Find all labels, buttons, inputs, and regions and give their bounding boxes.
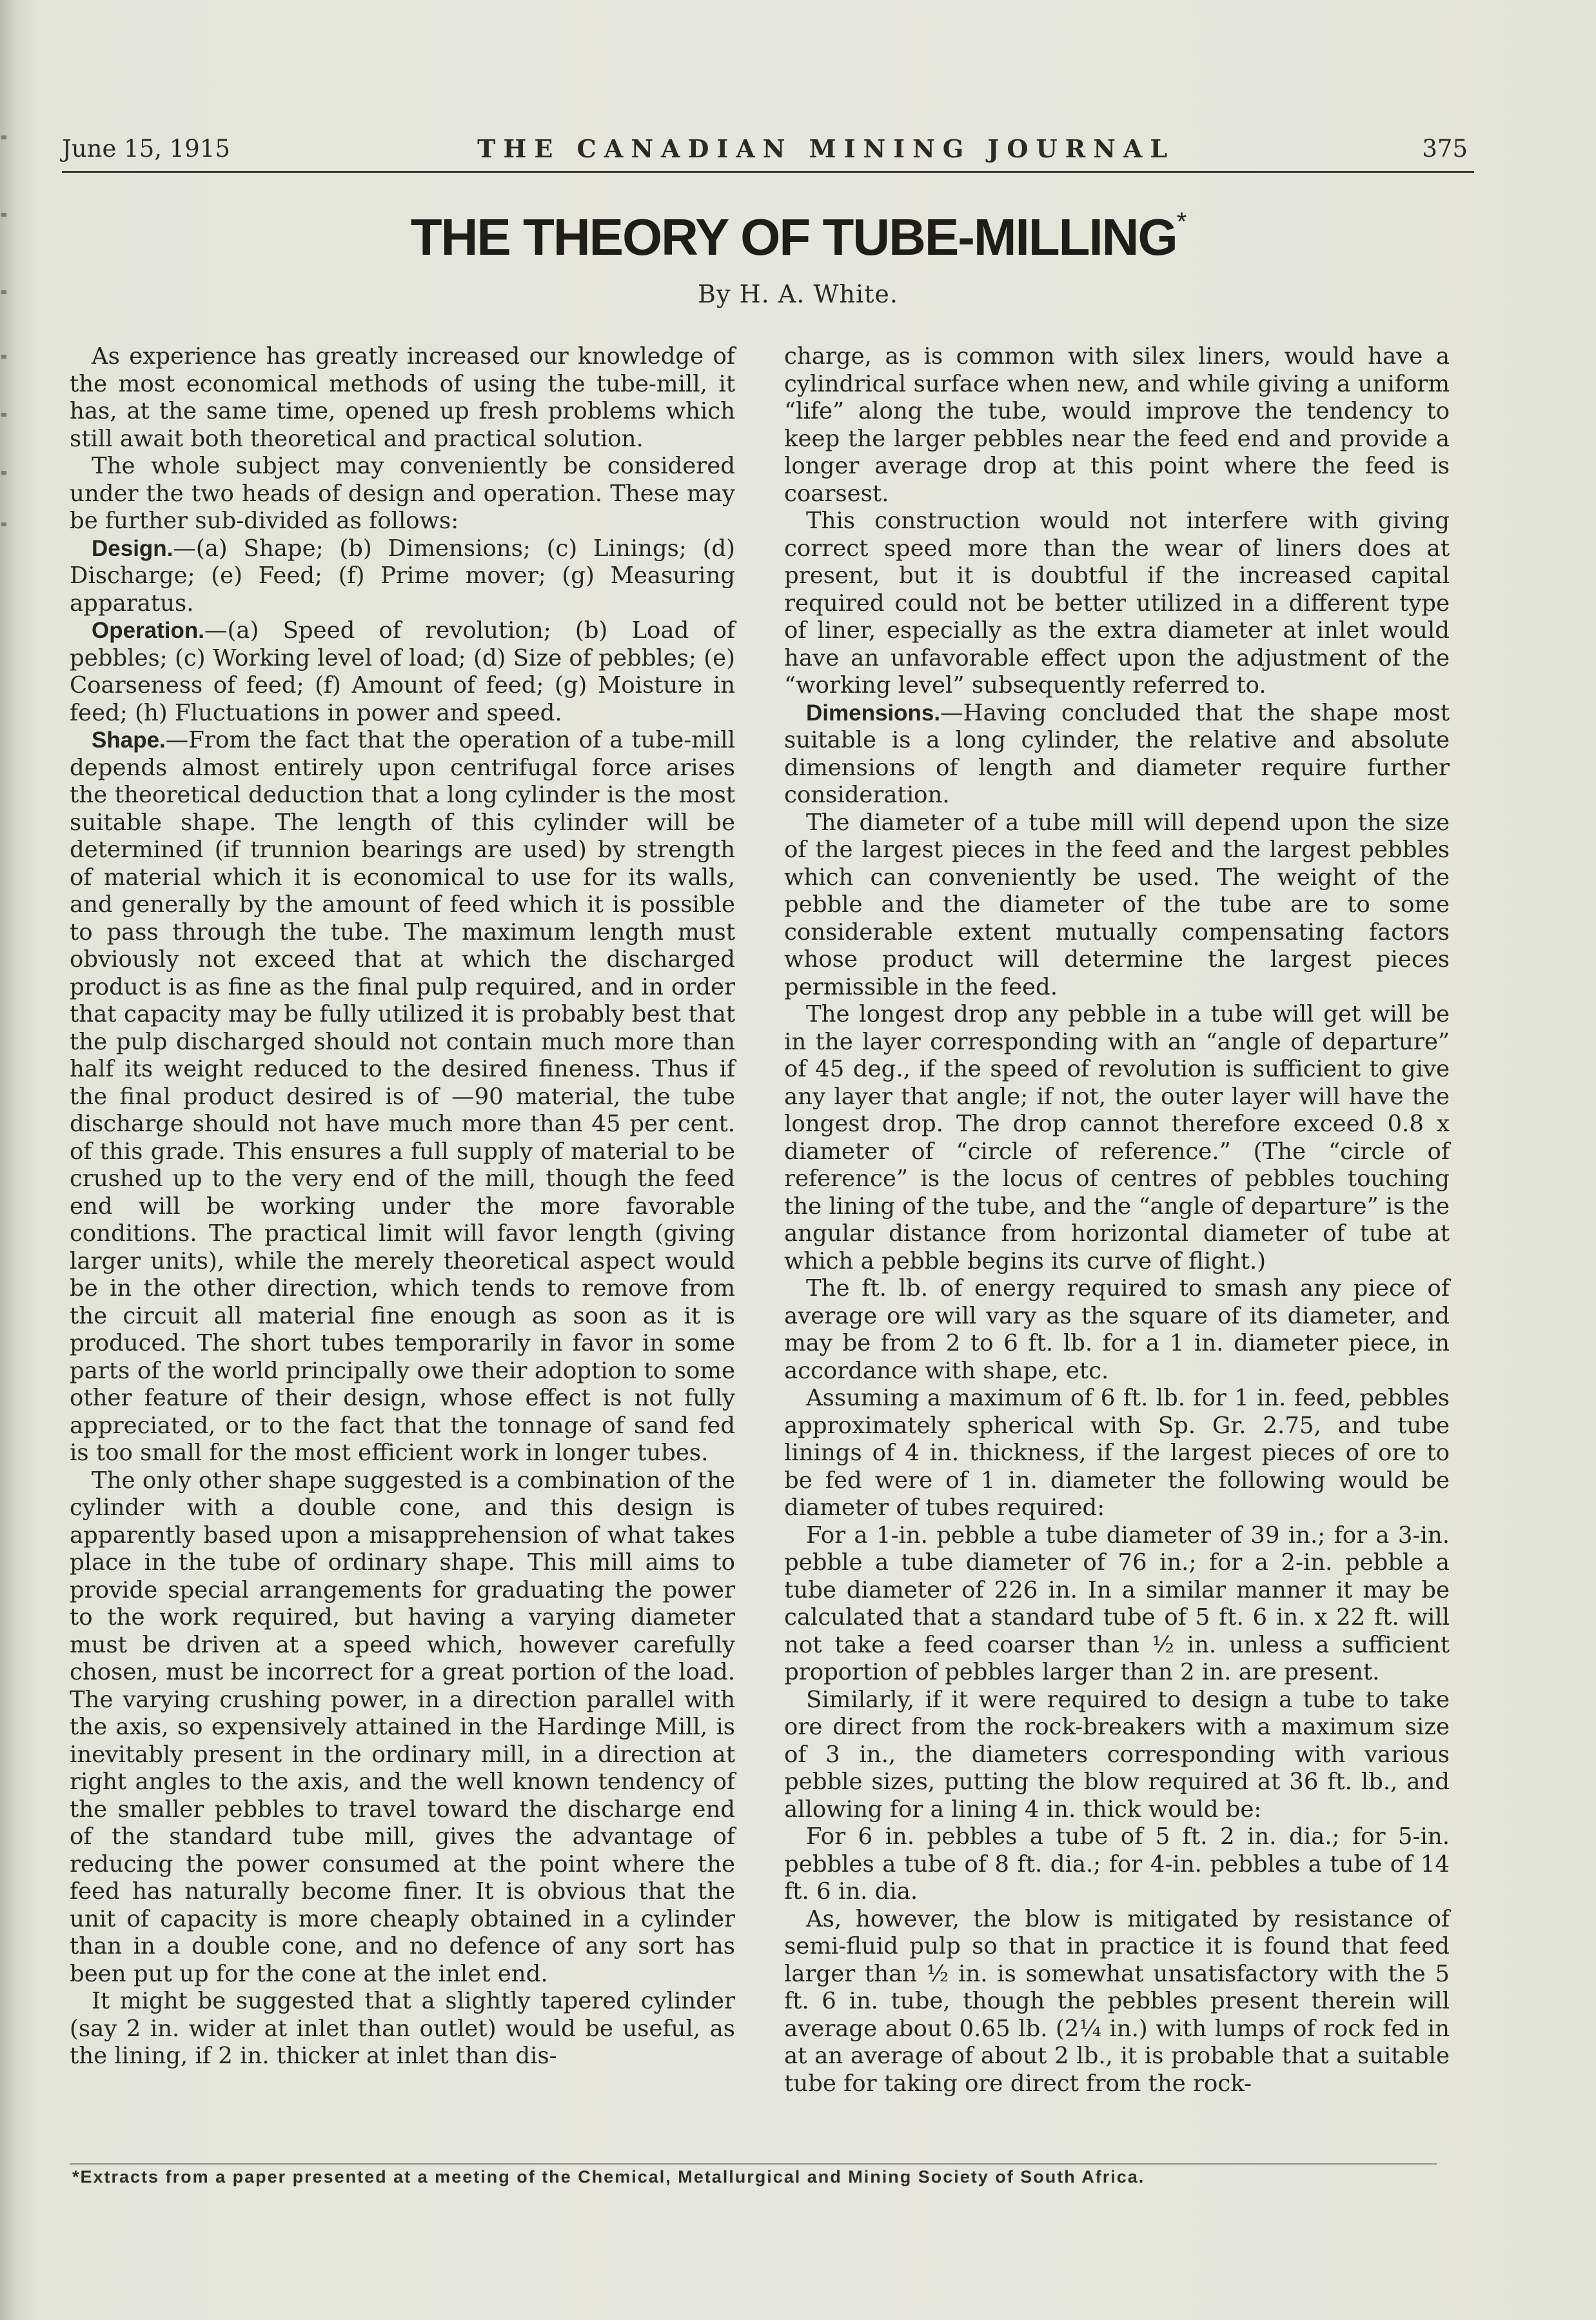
paragraph-dimensions: Dimensions.—Having concluded that the shape most suitable is a long cylinder, the relative and absolute dimensions of length and diameter require further consideration. [784,699,1450,808]
footnote-marker: * [1176,208,1186,236]
paragraph-diameter: The diameter of a tube mill will depend upon the size of the largest pieces in the feed and the largest pebbles which can conveniently be used. The weight of the pebble and the diameter of the tube are to some considerable extent mutually compensating factors whose product will determine the largest pieces permissible in the feed. [784,809,1450,1000]
paragraph-similarly: Similarly, if it were required to design a tube to take ore direct from the rock-breakers with a maximum size of 3 in., the diameters corresponding with various pebble sizes, putting the blow required at 36 ft. lb., and allowing for a lining 4 in. thick would be: [784,1686,1450,1823]
issue-date: June 15, 1915 [62,134,230,163]
paragraph-construction: This construction would not interfere with giving correct speed more than the wear of liners does at present, but it is doubtful if the increased capital required could not be better utilized in a different type of liner, especially as the extra diameter at inlet would have an unfavorable effect upon the adjustment of the “working level” subsequently referred to. [784,508,1450,699]
paragraph-shape: Shape.—From the fact that the operation of a tube-mill depends almost entirely upon centrifugal force arises the theoretical deduction that a long cylinder is the most suitable shape. The length of this cylinder will be determined (if trunnion bearings are used) by strength of material which it is economical to use for its walls, and generally by the amount of feed which it is possible to pass through the tube. The maximum length must obviously not exceed that at which the discharged product is as fine as the final pulp required, and in order that capacity may be fully utilized it is probably best that the pulp discharged should not contain much more than half its weight reduced to the desired fineness. Thus if the final product desired is of —90 material, the tube discharge should not have much more than 45 per cent. of this grade. This ensures a full supply of material to be crushed up to the very end of the mill, though the feed end will be working under the more favorable conditions. The practical limit will favor length (giving larger units), while the merely theoretical aspect would be in the other direction, which tends to remove from the circuit all material fine enough as soon as it is produced. The short tubes temporarily in favor in some parts of the world principally owe their adoption to some other feature of their design, whose effect is not fully appreciated, or to the fact that the tonnage of sand fed is too small for the most efficient work in longer tubes. [70,727,735,1466]
paragraph-assuming: Assuming a maximum of 6 ft. lb. for 1 in. feed, pebbles approximately spherical with Sp. Gr. 2.75, and tube linings of 4 in. thickness, if the largest pieces of ore to be fed were of 1 in. diameter the following would be diameter of tubes required: [784,1385,1450,1521]
paragraph-double-cone: The only other shape suggested is a combination of the cylinder with a double cone, and this design is apparently based upon a misapprehension of what takes place in the tube of ordinary shape. This mill aims to provide special arrangements for graduating the power to the work required, but having a varying diameter must be driven at a speed which, however carefully chosen, must be incorrect for a great portion of the load. The varying crushing power, in a direction parallel with the axis, so expensively attained in the Hardinge Mill, is inevitably present in the ordinary mill, in a direction at right angles to the axis, and the well known tendency of the smaller pebbles to travel toward the discharge end of the standard tube mill, gives the advantage of reducing the power consumed at the point where the feed has naturally become finer. It is obvious that the unit of capacity is more cheaply obtained in a cylinder than in a double cone, and no defence of any sort has been put up for the cone at the inlet end. [70,1467,735,1987]
paragraph-operation: Operation.—(a) Speed of revolution; (b) Load of pebbles; (c) Working level of load; (d) Size of pebbles; (e) Coarseness of feed; (f) Amount of feed; (g) Moisture in feed; (h) Fluctuations in power and speed. [70,617,735,726]
paragraph-large-pebbles: For 6 in. pebbles a tube of 5 ft. 2 in. dia.; for 5-in. pebbles a tube of 8 ft. dia.; for 4-in. pebbles a tube of 14 ft. 6 in. dia. [784,1823,1450,1905]
footnote: *Extracts from a paper presented at a meeting of the Chemical, Metallurgical and Mining Society of South Africa. [72,2167,1145,2186]
section-head-operation: Operation. [92,618,205,643]
section-head-shape: Shape. [92,728,166,753]
paragraph-design: Design.—(a) Shape; (b) Dimensions; (c) Linings; (d) Discharge; (e) Feed; (f) Prime mover; (g) Measuring apparatus. [70,535,735,617]
paragraph-subdivision: The whole subject may conveniently be considered under the two heads of design and operation. These may be further sub-divided as follows: [70,453,735,534]
paragraph-continued: charge, as is common with silex liners, would have a cylindrical surface when new, and while giving a uniform “life” along the tube, would improve the tendency to keep the larger pebbles near the feed end and provide a longer average drop at this point where the feed is coarsest. [784,343,1450,507]
journal-name: THE CANADIAN MINING JOURNAL [477,134,1176,163]
section-head-design: Design. [92,535,173,561]
left-column [70,343,735,2070]
paragraph-intro: As experience has greatly increased our knowledge of the most economical methods of using the tube-mill, it has, at the same time, opened up fresh problems which still await both theoretical and practical solution. [70,343,735,452]
paragraph-longest-drop: The longest drop any pebble in a tube will get will be in the layer corresponding with an “angle of departure” of 45 deg., if the speed of revolution is sufficient to give any layer that angle; if not, the outer layer will have the longest drop. The drop cannot therefore exceed 0.8 x diameter of “circle of reference.” (The “circle of reference” is the locus of centres of pebbles touching the lining of the tube, and the “angle of departure” is the angular distance from horizontal diameter of tube at which a pebble begins its curve of flight.) [784,1001,1450,1274]
running-header [62,129,1468,168]
byline: By H. A. White. [698,280,898,308]
header-rule [62,171,1474,173]
right-column [784,343,1450,2097]
paragraph-energy: The ft. lb. of energy required to smash any piece of average ore will vary as the square of its diameter, and may be from 2 to 6 ft. lb. for a 1 in. diameter piece, in accordance with shape, etc. [784,1275,1450,1384]
paragraph-pebble-sizes: For a 1-in. pebble a tube diameter of 39 in.; for a 3-in. pebble a tube diameter of 76 in.; for a 2-in. pebble a tube diameter of 226 in. In a similar manner it may be calculated that a standard tube of 5 ft. 6 in. x 22 ft. will not take a feed coarser than ½ in. unless a sufficient proportion of pebbles larger than 2 in. are present. [784,1522,1450,1685]
paragraph-however: As, however, the blow is mitigated by resistance of semi-fluid pulp so that in practice it is found that feed larger than ½ in. is somewhat unsatisfactory with the 5 ft. 6 in. tube, though the pebbles present therein will average about 0.65 lb. (2¼ in.) with lumps of rock fed in at an average of about 2 lb., it is probable that a suitable tube for taking ore direct from the rock- [784,1905,1450,2097]
paragraph-tapered: It might be suggested that a slightly tapered cylinder (say 2 in. wider at inlet than outlet) would be useful, as the lining, if 2 in. thicker at inlet than dis- [70,1988,735,2069]
section-head-dimensions: Dimensions. [806,700,941,726]
article-title: THE THEORY OF TUBE-MILLING* [410,208,1186,266]
page-number: 375 [1422,134,1468,163]
footnote-rule [70,2163,1437,2165]
